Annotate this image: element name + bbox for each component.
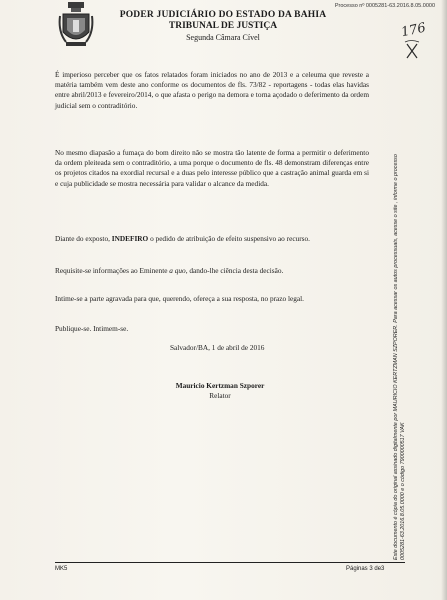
page-edge-shadow [441, 0, 447, 600]
paragraph-good-right: No mesmo diapasão a fumaça do bom direito não se mostra tão latente de forma a permitir o deferimento da ordem pleiteada sem o contraditório, a uma porque o documento de fls. 48 demonstram diferenças entre os projetos citados na exordial recursal e a duas pelo interesse público que a castração animal guarda em si e cuja publicidade se mostra necessária para validar o alcance da medida. [55, 148, 369, 188]
process-number: Processo nº 0005281-63.2016.8.05.0000 [334, 3, 435, 9]
tribunal-name: TRIBUNAL DE JUSTIÇA [168, 21, 278, 31]
handwritten-page-number [399, 20, 427, 64]
signature-note-line-1: Este documento é cópia do original assinado digitalmente por MAURICIO KERTZMAN SZPORER. Para acessar os autos processuais, acesse o site , informe o processo [393, 154, 399, 560]
footer-page-count: Páginas 3 de3 [346, 566, 385, 572]
decision-keyword: INDEFIRO [111, 234, 149, 243]
paragraph-request-info [55, 266, 369, 276]
digital-signature-note [393, 70, 447, 560]
request-text-after: , dando-lhe ciência desta decisão. [185, 266, 284, 275]
paragraph-decision [55, 234, 369, 244]
signature-note-line-2: 0005281-63.2016.8.05.0000 e o código 7900000517 VAK [400, 422, 406, 560]
svg-text:176: 176 [399, 20, 427, 41]
chamber-name: Segunda Câmara Cível [186, 33, 260, 42]
footer-divider [55, 562, 405, 563]
paragraph-summons: Intime-se a parte agravada para que, querendo, ofereça a sua resposta, no prazo legal. [55, 294, 304, 303]
coat-of-arms-icon [58, 2, 94, 50]
court-name: PODER JUDICIÁRIO DO ESTADO DA BAHIA [119, 10, 327, 20]
signer-name: Mauricio Kertzman Szporer [175, 381, 265, 390]
request-text-before: Requisite-se informações ao Eminente [55, 266, 170, 275]
footer-initials: MK5 [55, 566, 68, 572]
decision-text-after: o pedido de atribuição de efeito suspensivo ao recurso. [148, 234, 310, 243]
decision-text-before: Diante do exposto, [55, 234, 112, 243]
paragraph-danger-delay: É imperioso perceber que os fatos relatados foram iniciados no ano de 2013 e a celeuma que reveste a matéria também vem deste ano conforme os documentos de fls. 73/82 - reportagens - todas elas havidas entre abril/2013 e fevereiro/2014, o que afasta o perigo na demora e torna açodado o deferimento da ordem judicial sem o contraditório. [55, 70, 369, 110]
signer-role: Relator [209, 391, 231, 400]
place-date: Salvador/BA, 1 de abril de 2016 [170, 343, 265, 352]
request-text-italic: a quo [169, 266, 186, 275]
paragraph-publish: Publique-se. Intimem-se. [55, 324, 129, 333]
